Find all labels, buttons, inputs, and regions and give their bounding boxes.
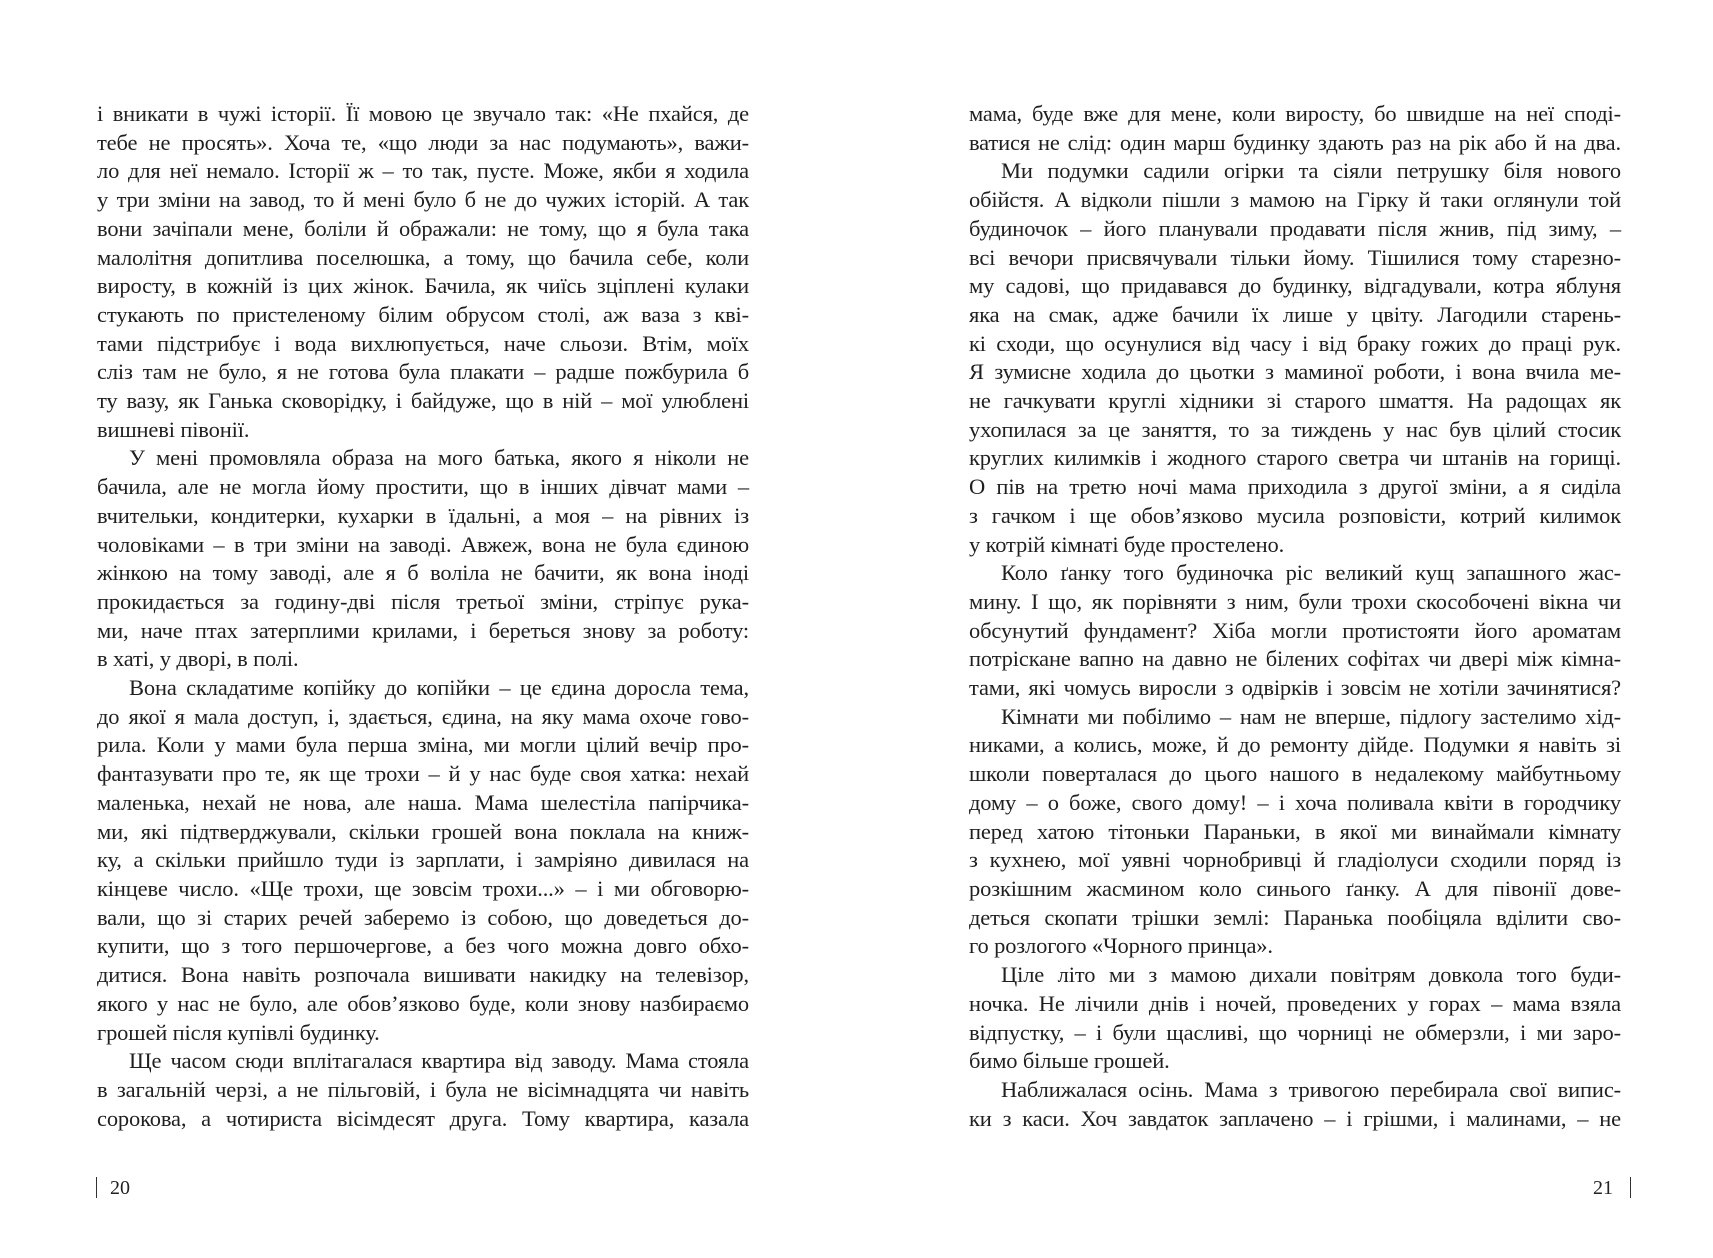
text-line: чоловіками – в три зміни на заводі. Авжеж, вона не була єдиною [97, 531, 749, 557]
text-line: яка на смак, адже бачили їх лише у цвіту. Лагодили старень- [969, 301, 1621, 327]
right-folio-rule [1630, 1177, 1631, 1198]
text-line: перед хатою тітоньки Параньки, в якої ми винаймали кімнату [969, 818, 1621, 844]
text-line: ватися не слід: один марш будинку здають раз на рік або й на два. [969, 129, 1621, 155]
text-line: вчительки, кондитерки, кухарки в їдальні, а моя – на рівних із [97, 502, 749, 528]
text-line: деться скопати трішки землі: Паранька пообіцяла вділити сво- [969, 904, 1621, 930]
text-line: в хаті, у дворі, в полі. [97, 646, 299, 672]
text-line: О пів на третю ночі мама приходила з другої зміни, а я сиділа [969, 474, 1621, 500]
text-line: рила. Коли у мами була перша зміна, ми могли цілий вечір про- [97, 732, 749, 758]
text-line: не гачкувати круглі хідники зі старого шмаття. На радощах як [969, 388, 1621, 414]
text-line: ми, які підтверджували, скільки грошей вона поклала на книж- [97, 818, 749, 844]
right-page-text [969, 100, 1621, 1133]
text-line: ночка. Не лічили днів і ночей, проведених у горах – мама взяла [969, 990, 1621, 1016]
text-line: відпустку, – і були щасливі, що чорниці не обмерзли, і ми заро- [969, 1019, 1621, 1045]
text-line: і вникати в чужі історії. Її мовою це звучало так: «Не пхайся, де [97, 101, 749, 126]
text-line: сліз там не було, я не готова була плакати – радше пожбурила б [97, 359, 749, 385]
text-line: обійстя. А відколи пішли з мамою на Гірку й таки оглянули той [969, 187, 1621, 213]
left-page-number [97, 1176, 130, 1200]
text-line: вони зачіпали мене, боліли й ображали: не тому, що я була така [97, 215, 749, 241]
text-line: з кухнею, мої уявні чорнобривці й гладіолуси сходили поряд із [969, 847, 1621, 873]
text-line: го розлогого «Чорного принца». [969, 933, 1273, 959]
right-page [857, 0, 1713, 1258]
text-line: тебе не просять». Хоча те, «що люди за нас подумають», важи- [97, 129, 749, 155]
text-line: круглих килимків і жодного старого светра чи штанів на горищі. [969, 445, 1621, 471]
left-page-number-text: 20 [110, 1177, 130, 1199]
text-line: прокидається за годину-дві після третьої зміни, стріпує рука- [97, 588, 749, 614]
text-line: кінцеве число. «Ще трохи, ще зовсім трохи...» – і ми обговорю- [97, 875, 749, 901]
left-page-text [97, 100, 749, 1133]
text-line: бимо більше грошей. [969, 1048, 1170, 1074]
text-line: фантазувати про те, як ще трохи – й у нас буде своя хатка: нехай [97, 761, 749, 787]
text-line: у три зміни на завод, то й мені було б не до чужих історій. А так [97, 187, 749, 213]
text-line: ми, наче птах затерплими крилами, і береться знову за роботу: [97, 617, 749, 643]
text-line: кі сходи, що осунулися від часу і від браку гожих до праці рук. [969, 330, 1621, 356]
text-line: Ще часом сюди вплітагалася квартира від заводу. Мама стояла [129, 1048, 749, 1074]
text-line: Ми подумки садили огірки та сіяли петрушку біля нового [1001, 158, 1621, 184]
text-line: Вона складатиме копійку до копійки – це єдина доросла тема, [129, 675, 749, 701]
text-line: з гачком і ще обов’язково мусила розповісти, котрий килимок [969, 502, 1621, 528]
text-line: стукають по пристеленому білим обрусом столі, аж ваза з кві- [97, 301, 749, 327]
text-line: вали, що зі старих речей заберемо із собою, що доведеться до- [97, 904, 749, 930]
text-line: дитися. Вона навіть розпочала вишивати накидку на телевізор, [97, 962, 749, 988]
text-line: ку, а скільки прийшло туди із зарплати, і замріяно дивилася на [97, 847, 749, 873]
text-line: ки з каси. Хоч завдаток заплачено – і грішми, і малинами, – не [969, 1105, 1621, 1131]
text-line: якого у нас не було, але обов’язково буде, коли знову назбираємо [97, 990, 749, 1016]
text-line: ухопилася за це заняття, то за тиждень у нас був цілий стосик [969, 416, 1621, 442]
text-line: му садові, що придавався до будинку, відгадували, котра яблуня [969, 273, 1621, 299]
text-line: купити, що з того першочергове, а без чого можна довго обхо- [97, 933, 749, 959]
text-line: школи поверталася до цього нашого в недалекому майбутньому [969, 761, 1621, 787]
right-page-number: 21 [1593, 1177, 1613, 1199]
text-line: малолітня допитлива поселюшка, а тому, що бачила себе, коли [97, 244, 749, 270]
text-line: никами, а колись, може, й до ремонту дійде. Подумки я навіть зі [969, 732, 1621, 758]
text-line: мину. І що, як порівняти з ним, були трохи скособочені вікна чи [969, 588, 1621, 614]
text-line: у котрій кімнаті буде простелено. [969, 531, 1285, 557]
text-line: У мені промовляла образа на мого батька, якого я ніколи не [129, 445, 749, 471]
text-line: тами підстрибує і вода вихлюпується, наче сльози. Втім, моїх [97, 330, 749, 356]
text-line: Я зумисне ходила до цьотки з маминої роботи, і вона вчила ме- [969, 359, 1621, 385]
text-line: ло для неї немало. Історії ж – то так, пусте. Може, якби я ходила [97, 158, 749, 184]
text-line: дому – о боже, свого дому! – і хоча поливала квіти в городчику [969, 789, 1621, 815]
text-line: маленька, нехай не нова, але наша. Мама шелестіла папірчика- [97, 789, 749, 815]
text-line: Ціле літо ми з мамою дихали повітрям довкола того буди- [1001, 962, 1621, 988]
text-line: розкішним жасмином коло синього ґанку. А для півонії дове- [969, 875, 1621, 901]
text-line: жінкою на тому заводі, але я б воліла не бачити, як вона іноді [97, 560, 749, 586]
text-line: обсунутий фундамент? Хіба могли протистояти його ароматам [969, 617, 1621, 643]
text-line: мама, буде вже для мене, коли виросту, бо швидше на неї сподi- [969, 101, 1621, 126]
text-line: бачила, але не могла йому простити, що в інших дівчат мами – [97, 474, 749, 500]
text-line: до якої я мала доступ, і, здається, єдина, на яку мама охоче гово- [97, 703, 749, 729]
text-line: виросту, в кожній із цих жінок. Бачила, як чиїсь зціплені кулаки [97, 273, 749, 299]
text-line: потріскане вапно на давно не білених софітах чи двері між кімна- [969, 646, 1621, 672]
text-line: всі вечори присвячували тільки йому. Тішилися тому старезно- [969, 244, 1621, 270]
text-line: ту вазу, як Ганька сковорідку, і байдуже, що в ній – мої улюблені [97, 388, 749, 414]
text-line: вишневі півонії. [97, 416, 250, 442]
text-line: тами, які чомусь виросли з одвірків і зовсім не хотіли зачинятися? [969, 675, 1621, 701]
text-line: Коло ґанку того будиночка ріс великий кущ запашного жас- [1001, 560, 1621, 586]
text-line: в загальній черзі, а не пільговій, і була не вісімнадцята чи навіть [97, 1076, 749, 1102]
left-page [0, 0, 856, 1258]
text-line: грошей після купівлі будинку. [97, 1019, 380, 1045]
text-line: Кімнати ми побілимо – нам не вперше, підлогу застелимо хід- [1001, 703, 1621, 729]
text-line: будиночок – його планували продавати після жнив, під зиму, – [969, 215, 1621, 241]
text-line: сорокова, а чотириста вісімдесят друга. Тому квартира, казала [97, 1105, 749, 1131]
text-line: Наближалася осінь. Мама з тривогою перебирала свої випис- [1001, 1076, 1621, 1102]
